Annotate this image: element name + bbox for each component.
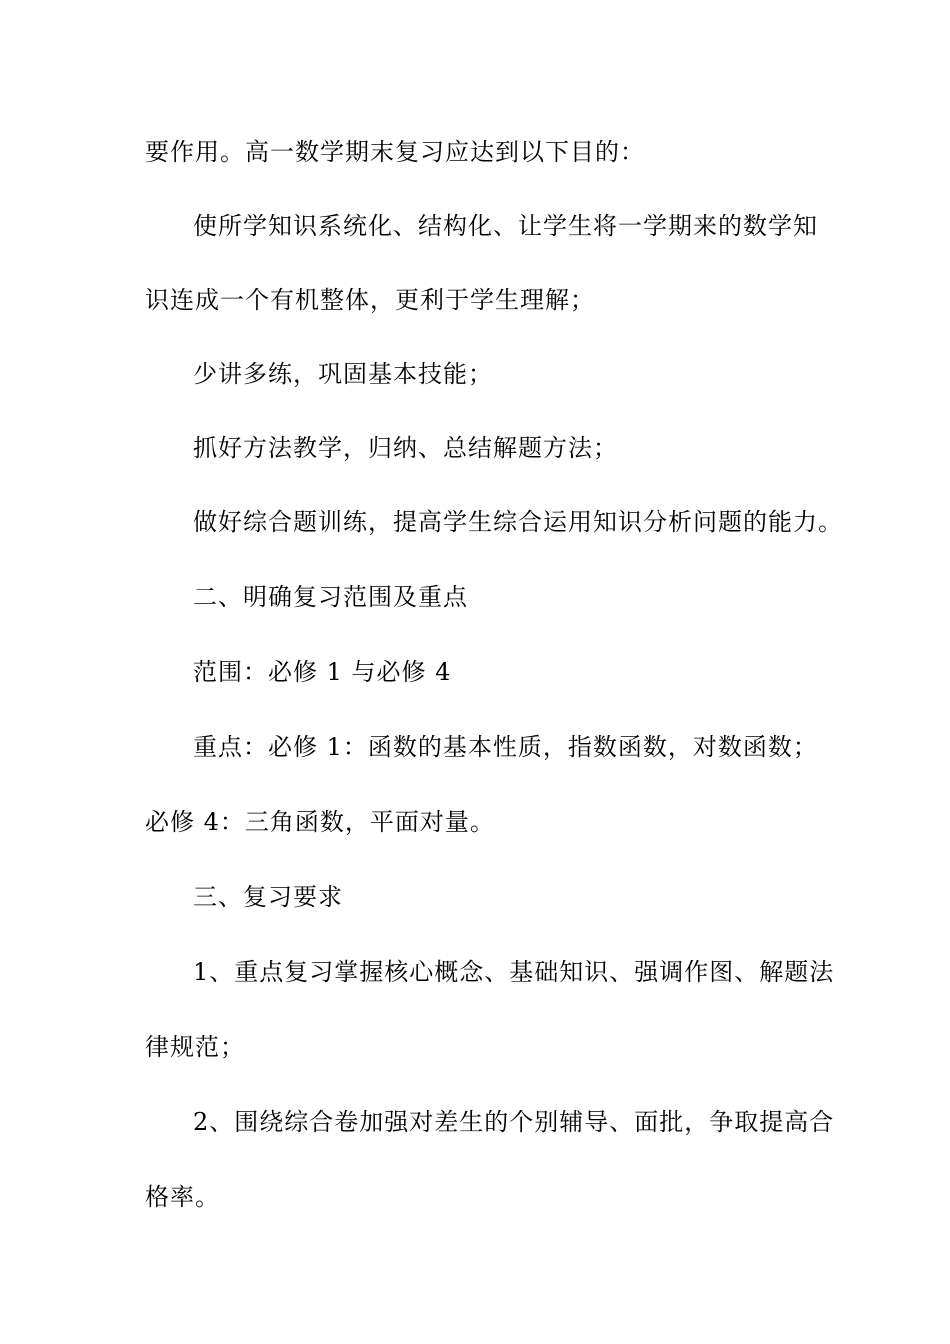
paragraph-line: 范围：必修 1 与必修 4 [193, 658, 452, 686]
paragraph-line: 格率。 [145, 1183, 220, 1211]
paragraph-line: 做好综合题训练，提高学生综合运用知识分析问题的能力。 [193, 508, 843, 536]
paragraph-line: 使所学知识系统化、结构化、让学生将一学期来的数学知 [193, 212, 818, 240]
paragraph-line: 必修 4：三角函数，平面对量。 [145, 808, 495, 836]
section-heading: 三、复习要求 [193, 883, 343, 911]
paragraph-line: 要作用。高一数学期末复习应达到以下目的： [145, 138, 645, 166]
section-heading: 二、明确复习范围及重点 [193, 583, 468, 611]
paragraph-line: 1、重点复习掌握核心概念、基础知识、强调作图、解题法 [193, 958, 835, 986]
paragraph-line: 重点：必修 1：函数的基本性质，指数函数，对数函数； [193, 733, 818, 761]
paragraph-line: 少讲多练，巩固基本技能； [193, 360, 493, 388]
paragraph-line: 识连成一个有机整体，更利于学生理解； [145, 286, 595, 314]
paragraph-line: 2、围绕综合卷加强对差生的个别辅导、面批，争取提高合 [193, 1108, 835, 1136]
paragraph-line: 律规范； [145, 1033, 245, 1061]
paragraph-line: 抓好方法教学，归纳、总结解题方法； [193, 434, 618, 462]
